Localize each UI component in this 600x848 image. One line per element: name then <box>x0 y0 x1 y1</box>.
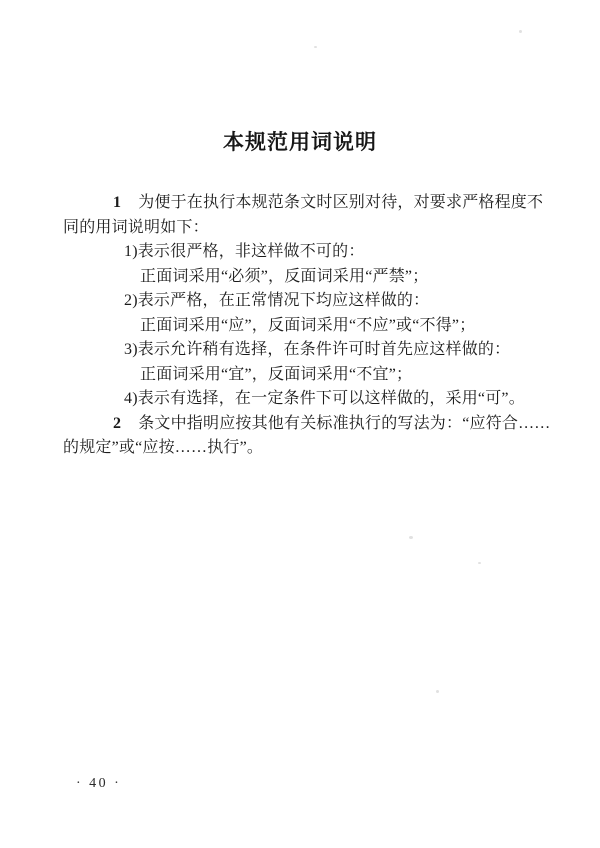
clause-number: 1 <box>113 194 122 211</box>
text-line: 正面词采用“应”，反面词采用“不应”或“不得”； <box>140 316 476 334</box>
clause-text: 为便于在执行本规范条文时区别对待，对要求严格程度不 <box>138 194 544 211</box>
clause-number: 2 <box>113 414 122 432</box>
scan-speck <box>478 562 481 564</box>
text-line-item-1: 1)表示很严格，非这样做不可的： <box>124 243 365 260</box>
page-number: · 40 · <box>76 776 122 791</box>
wording-notes-body <box>63 191 551 461</box>
text-line: 正面词采用“必须”，反面词采用“严禁”； <box>140 267 429 285</box>
text-line-clause-1 <box>63 191 543 216</box>
scan-speck <box>519 30 522 33</box>
scan-speck <box>436 690 439 693</box>
text-line-clause-2 <box>63 412 551 437</box>
text-line: 的规定”或“应按……执行”。 <box>63 439 264 456</box>
scan-speck <box>314 46 317 48</box>
text-line-item-4: 4)表示有选择，在一定条件下可以这样做的，采用“可”。 <box>124 390 525 407</box>
page-title: 本规范用词说明 <box>223 130 377 155</box>
clause-text: 条文中指明应按其他有关标准执行的写法为：“应符合…… <box>138 414 551 432</box>
text-line: 同的用词说明如下： <box>63 218 209 236</box>
scan-speck <box>409 536 413 539</box>
text-line-item-2: 2)表示严格，在正常情况下均应这样做的： <box>124 292 430 309</box>
text-line: 正面词采用“宜”，反面词采用“不宜”； <box>140 365 413 383</box>
text-line-item-3: 3)表示允许稍有选择，在条件许可时首先应这样做的： <box>124 341 511 358</box>
